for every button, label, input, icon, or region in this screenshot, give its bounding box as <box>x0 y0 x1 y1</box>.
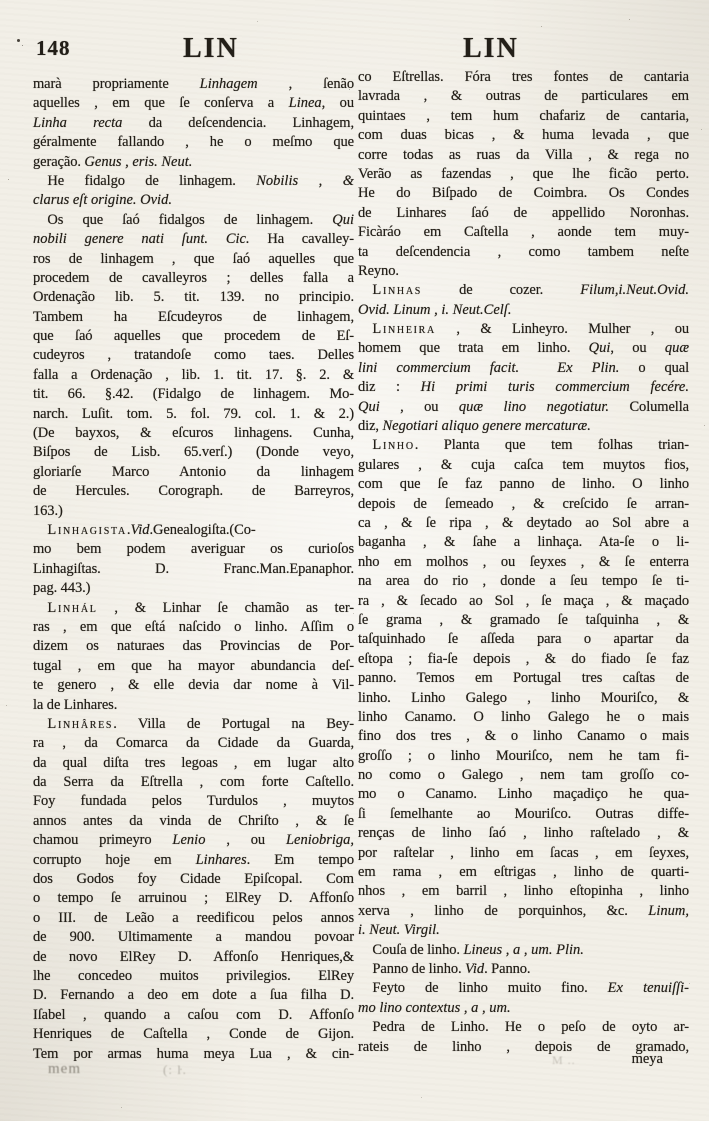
text-line: em rama , em eſtrigas , linho de quarti- <box>358 864 689 881</box>
text-line: ros de linhagem , que ſaó aquelles que <box>33 250 354 267</box>
text-line: renças de linho ſaó , linho raſtelado , & <box>358 825 689 842</box>
text-line: dizem os naturaes das Provincias de Por- <box>33 638 354 655</box>
text-line: Linhâres. Villa de Portugal na Bey- <box>47 715 354 732</box>
text-line: Biſpos de Lisb. 65.verſ.) (Donde veyo, <box>33 444 354 461</box>
text-line: Ordenação lib. 5. tit. 139. no principio. <box>33 289 354 306</box>
text-line: de novo ElRey D. Affonſo Henriques,& <box>33 948 354 965</box>
text-line: Feyto de linho muito fino. Ex tenuiſſi- <box>358 980 689 997</box>
text-line: gloriarſe Marco Antonio da linhagem <box>33 463 354 480</box>
text-column-left <box>33 75 354 1064</box>
text-line: pag. 443.) <box>33 580 91 597</box>
text-line: ſi ſemelhante ao Mouriſco. Outras diffe- <box>358 805 689 822</box>
text-line: clarus eſt origine. Ovid. <box>33 192 172 209</box>
text-line: mo o Canamo. Linho maçadiço he qua- <box>358 786 689 803</box>
text-line: o tempo ſe arruinou ; ElRey D. Affonſo <box>33 890 354 907</box>
page-number: 148 <box>36 36 71 60</box>
text-line: lhe concedeo muitos privilegios. ElRey <box>33 967 354 984</box>
text-line: no como o Galego , nem tam groſſo co- <box>358 767 689 784</box>
text-line: aquelles , em que ſe conſerva a Linea, ou <box>33 95 354 112</box>
text-line: na area do rio , donde a ſeu tempo ſe ti- <box>358 573 689 590</box>
text-line: Tem por armas huma meya Lua , & cin- <box>33 1045 354 1062</box>
text-line: ra , da Comarca da Cidade da Guarda, <box>33 735 354 752</box>
text-line: groſſo ; o linho Mouriſco, nem he tam fi- <box>358 747 689 764</box>
text-line: corrupto hoje em Linhares. Em tempo <box>33 851 354 868</box>
text-line: chamou primeyro Lenio , ou Leniobriga, <box>33 832 355 849</box>
text-line: mo lino contextus , a , um. <box>358 999 511 1016</box>
text-line: que ſaó aquelles que procedem de Eſ- <box>33 328 354 345</box>
text-line: Qui , ou quæ lino negotiatur. Columella <box>358 398 689 415</box>
text-line: ſe grama , & gramado ſe taſquinha , & <box>358 611 689 628</box>
headword: Linhas <box>372 282 423 299</box>
headword: Linhâres <box>47 715 114 732</box>
text-line: D. Fernando a deo em dote a ſua filha D. <box>33 987 354 1004</box>
text-line: linho Canamo. O linho Galego he o mais <box>358 708 689 725</box>
text-line: ra , & ſecado ao Sol , ſe maça , & maçado <box>358 592 689 609</box>
text-line: panno. Temos em Portugal tres caſtas de <box>358 670 689 687</box>
text-line: por raſtelar , linho em ſacas , em ſeyxes, <box>358 844 689 861</box>
text-column-right <box>358 68 689 1057</box>
text-line: de Linhares ſaó de appellido Noronhas. <box>358 204 689 221</box>
text-line: depois de ſemeado , & creſcido ſe arran- <box>358 495 689 512</box>
text-line: homem que trata em linho. Qui, ou quæ <box>358 340 689 357</box>
text-line: de 900. Ultimamente a mandou povoar <box>33 929 354 946</box>
text-line: annos antes da vinda de Chriſto , & ſe <box>33 812 354 829</box>
text-line: corre todas as ruas da Villa , & rega no <box>358 146 689 163</box>
text-line: Linhagiſtas. D. Franc.Man.Epanaphor. <box>33 560 354 577</box>
text-line: falla a Ordenação , lib. 1. tit. 17. §. 2. & <box>33 366 354 383</box>
text-line: He fidalgo de linhagem. Nobilis , & <box>33 172 355 189</box>
text-line: nobili genere nati ſunt. Cic. Ha cavalley- <box>33 231 354 248</box>
paper-specks <box>0 0 3 3</box>
text-line: Verão as fazendas , que lhe ficão perto. <box>358 165 689 182</box>
text-line: da qual diſta tres legoas , em lugar alto <box>33 754 354 771</box>
text-line: baganha , & ſahe a linhaça. Ata-ſe o li- <box>358 534 689 551</box>
catchword: meya <box>631 1051 663 1067</box>
text-line: Linheira , & Linheyro. Mulher , ou <box>372 321 689 338</box>
text-line: Linhas de cozer. Filum,i.Neut.Ovid. <box>372 282 689 299</box>
text-line: te genero , & elle devia dar nome à Vil- <box>33 677 354 694</box>
text-line: gulares , & cuja caſca tem muytos fios, <box>358 456 689 473</box>
text-line: Pedra de Linho. He o peſo de oyto ar- <box>358 1019 689 1036</box>
text-line: com duas bicas , & huma levada , que <box>358 127 689 144</box>
text-line: mo bem podem averiguar os curioſos <box>33 541 354 558</box>
text-line: cudeyros , tratandoſe como taes. Delles <box>33 347 354 364</box>
text-line: Tambem ha Eſcudeyros de linhagem, <box>33 308 354 325</box>
text-line: Couſa de linho. Lineus , a , um. Plin. <box>358 941 584 958</box>
text-line: Panno de linho. Vid. Panno. <box>358 960 531 977</box>
headword: Linhál <box>47 599 98 616</box>
text-line: nhos , em barril , linho eſtopinha , linho <box>358 883 689 900</box>
text-line: He do Biſpado de Coimbra. Os Condes <box>358 185 689 202</box>
text-line: tit. 66. §.42. (Fidalgo de linhagem. Mo- <box>33 386 354 403</box>
text-line: Reyno. <box>358 262 399 279</box>
text-line: marà propriamente Linhagem , ſenão <box>33 76 354 92</box>
text-line: la de Linhares. <box>33 696 118 713</box>
text-line: diz : Hi primi turis commercium fecére. <box>358 379 689 396</box>
text-line: rateis de linho , depois de gramado, <box>358 1038 689 1055</box>
running-header-left: LIN <box>183 33 239 64</box>
text-line: tugal , em que ha mayor abundancia deſ- <box>33 657 354 674</box>
print-artifact: (: ŀ. <box>163 1062 187 1077</box>
text-line: eſtopa ; fia-ſe depois , & do fiado ſe faz <box>358 650 689 667</box>
text-line: ca , & ſe ripa , & deytado ao Sol abre a <box>358 514 689 531</box>
text-line: co Eſtrellas. Fóra tres fontes de cantaria <box>358 69 689 85</box>
text-line: Iſabel , quando a caſou com D. Affonſo <box>33 1006 354 1023</box>
text-line: Linhál , & Linhar ſe chamão as ter- <box>47 599 354 616</box>
text-line: Linhagista.Vid.Genealogiſta.(Co- <box>47 521 256 538</box>
running-header-right: LIN <box>463 33 519 64</box>
text-line: taſquinhado ſe aſſeda para o apartar da <box>358 631 689 648</box>
headword: Linhagista <box>47 521 127 538</box>
text-line: Ficàráo em Caſtella , aonde tem muy- <box>358 224 689 241</box>
text-line: ras , em que eſtá naſcido o linho. Aſſim o <box>33 618 354 635</box>
text-line: i. Neut. Virgil. <box>358 922 440 939</box>
text-line: quintaes , tem hum chafariz de cantaria, <box>358 107 689 124</box>
text-line: ta deſcendencia , como tambem neſte <box>358 243 689 260</box>
text-line: Linha recta da deſcendencia. Linhagem, <box>33 114 354 131</box>
text-line: o III. de Leão a reedificou pelos annos <box>33 909 354 926</box>
text-line: da Serra da Eſtrella , com forte Caſtello. <box>33 774 354 791</box>
headword: Linho <box>372 437 415 454</box>
text-line: 163.) <box>33 502 63 519</box>
text-line: fino dos tres , & o linho Canamo o mais <box>358 728 689 745</box>
text-line: dos Godos foy Cidade Epiſcopal. Com <box>33 871 354 888</box>
text-line: com que ſe faz panno de linho. O linho <box>358 476 689 493</box>
text-line: Ovid. Linum , i. Neut.Celſ. <box>358 301 512 318</box>
text-line: géralmente fallando , he o meſmo que <box>33 134 354 151</box>
print-artifact: mem <box>48 1061 81 1077</box>
text-line: nho em molhos , ou ſeyxes , & ſe enterra <box>358 553 689 570</box>
text-line: linho. Linho Galego , linho Mouriſco, & <box>358 689 689 706</box>
print-artifact: M .. <box>552 1053 576 1067</box>
headword: Linheira <box>372 321 436 338</box>
text-line: xerva , linho de porquinhos, &c. Linum, <box>358 902 689 919</box>
text-line: geração. Genus , eris. Neut. <box>33 153 193 170</box>
text-line: diz, Negotiari aliquo genere mercaturæ. <box>358 418 591 435</box>
text-line: (De bayxos, & eſcuros linhagens. Cunha, <box>33 425 354 442</box>
text-line: de Hercules. Corograph. de Barreyros, <box>33 483 354 500</box>
text-line: Henriques de Caſtella , Conde de Gijon. <box>33 1026 354 1043</box>
text-line: narch. Luſit. tom. 5. fol. 79. col. 1. & 2.) <box>33 405 354 422</box>
text-line: Linho. Planta que tem folhas trian- <box>372 437 689 454</box>
text-line: lavrada , & outras de particulares em <box>358 88 689 105</box>
text-line: procedem de cavalleyros ; delles falla a <box>33 269 354 286</box>
text-line: Os que ſaó fidalgos de linhagem. Qui <box>33 211 354 228</box>
text-line: Foy fundada pelos Turdulos , muytos <box>33 793 354 810</box>
text-line: lini commercium facit. Ex Plin. o qual <box>358 359 690 376</box>
